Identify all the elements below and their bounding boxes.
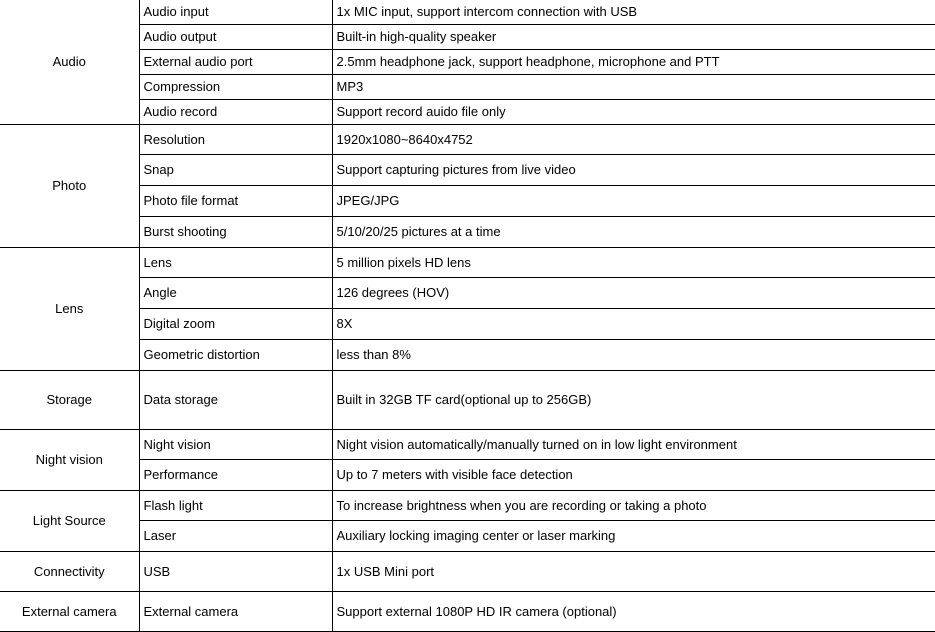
spec-item-value: Support capturing pictures from live video: [332, 154, 935, 185]
table-row: [0, 308, 935, 339]
table-row: [0, 0, 935, 24]
spec-item-value: To increase brightness when you are recording or taking a photo: [332, 490, 935, 520]
spec-item-value: 8X: [332, 308, 935, 339]
spec-item-label: Data storage: [139, 370, 332, 429]
spec-item-label: Resolution: [139, 124, 332, 154]
table-row: [0, 490, 935, 520]
table-row: [0, 591, 935, 631]
spec-item-value: 1x MIC input, support intercom connection with USB: [332, 0, 935, 24]
category-audio: Audio: [0, 0, 139, 124]
table-row: [0, 154, 935, 185]
spec-item-value: 5/10/20/25 pictures at a time: [332, 216, 935, 247]
spec-item-label: External camera: [139, 591, 332, 631]
spec-item-value: JPEG/JPG: [332, 185, 935, 216]
table-row: [0, 185, 935, 216]
spec-item-value: less than 8%: [332, 339, 935, 370]
spec-item-label: Angle: [139, 277, 332, 308]
spec-item-label: Audio input: [139, 0, 332, 24]
spec-item-label: Digital zoom: [139, 308, 332, 339]
spec-item-label: Performance: [139, 459, 332, 490]
spec-item-label: Audio record: [139, 99, 332, 124]
category-connectivity: Connectivity: [0, 551, 139, 591]
spec-item-value: MP3: [332, 74, 935, 99]
spec-item-value: Support record auido file only: [332, 99, 935, 124]
spec-item-value: Built-in high-quality speaker: [332, 24, 935, 49]
spec-item-value: 126 degrees (HOV): [332, 277, 935, 308]
table-row: [0, 277, 935, 308]
table-row: [0, 216, 935, 247]
category-storage: Storage: [0, 370, 139, 429]
spec-item-value: 1x USB Mini port: [332, 551, 935, 591]
table-row: [0, 429, 935, 459]
category-lens: Lens: [0, 247, 139, 370]
spec-item-value: Built in 32GB TF card(optional up to 256GB): [332, 370, 935, 429]
table-row: [0, 74, 935, 99]
spec-item-label: Audio output: [139, 24, 332, 49]
category-external-camera: External camera: [0, 591, 139, 631]
spec-item-label: Laser: [139, 520, 332, 551]
category-light-source: Light Source: [0, 490, 139, 551]
table-row: [0, 339, 935, 370]
spec-item-value: 2.5mm headphone jack, support headphone, microphone and PTT: [332, 49, 935, 74]
table-row: [0, 459, 935, 490]
category-photo: Photo: [0, 124, 139, 247]
spec-item-value: Auxiliary locking imaging center or laser marking: [332, 520, 935, 551]
table-row: [0, 370, 935, 429]
spec-item-label: Snap: [139, 154, 332, 185]
spec-item-value: 5 million pixels HD lens: [332, 247, 935, 277]
table-row: [0, 99, 935, 124]
table-row: [0, 520, 935, 551]
spec-item-label: USB: [139, 551, 332, 591]
spec-item-label: Burst shooting: [139, 216, 332, 247]
spec-item-value: 1920x1080~8640x4752: [332, 124, 935, 154]
spec-item-label: Photo file format: [139, 185, 332, 216]
table-row: [0, 49, 935, 74]
spec-item-label: External audio port: [139, 49, 332, 74]
category-night-vision: Night vision: [0, 429, 139, 490]
spec-item-label: Night vision: [139, 429, 332, 459]
table-row: [0, 24, 935, 49]
table-row: [0, 124, 935, 154]
spec-item-label: Flash light: [139, 490, 332, 520]
spec-item-value: Up to 7 meters with visible face detection: [332, 459, 935, 490]
spec-item-label: Compression: [139, 74, 332, 99]
spec-item-value: Support external 1080P HD IR camera (optional): [332, 591, 935, 631]
table-row: [0, 247, 935, 277]
spec-item-label: Lens: [139, 247, 332, 277]
table-row: [0, 551, 935, 591]
spec-item-value: Night vision automatically/manually turned on in low light environment: [332, 429, 935, 459]
spec-item-label: Geometric distortion: [139, 339, 332, 370]
